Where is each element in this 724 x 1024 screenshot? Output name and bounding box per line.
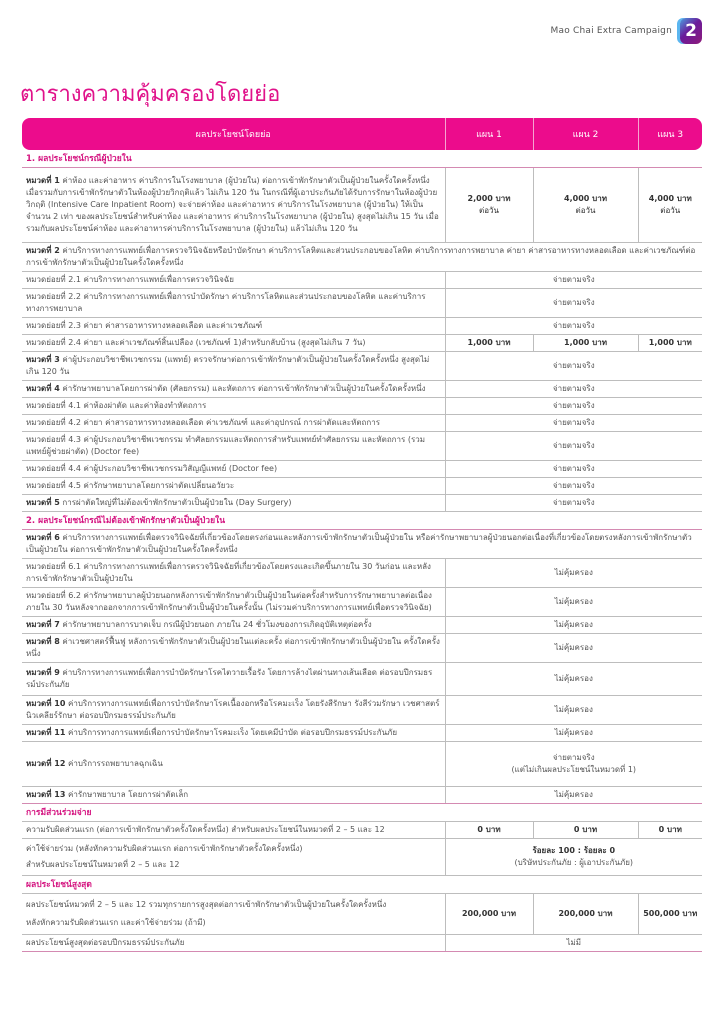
table-row <box>22 696 702 725</box>
table-row <box>22 787 702 804</box>
all-plans-value: จ่ายตามจริง <box>445 289 702 318</box>
table-row <box>22 398 702 415</box>
plan-2-value: 0 บาท <box>533 822 638 839</box>
row-label: หมวดที่ 10 ค่าบริการทางการแพทย์เพื่อการบำบัดรักษาโรคเนื้องอกหรือโรคมะเร็ง โดยรังสีรักษา รังสีร่วมรักษา เวชศาสตร์นิวเคลียร์รักษา ต่อรอบปีกรมธรรม์ประกันภัย <box>22 696 445 725</box>
all-plans-value: จ่ายตามจริง <box>445 415 702 432</box>
row-label: หมวดย่อยที่ 4.4 ค่าผู้ประกอบวิชาชีพเวชกรรมวิสัญญีแพทย์ (Doctor fee) <box>22 461 445 478</box>
section-title: 1. ผลประโยชน์กรณีผู้ป่วยใน <box>22 150 702 168</box>
all-plans-value: จ่ายตามจริง <box>445 352 702 381</box>
all-plans-value: ไม่คุ้มครอง <box>445 588 702 617</box>
all-plans-value: ไม่คุ้มครอง <box>445 634 702 663</box>
row-label: หมวดย่อยที่ 2.2 ค่าบริการทางการแพทย์เพื่อการบำบัดรักษา ค่าบริการโลหิตและส่วนประกอบของโลหิต และค่าบริการทางการพยาบาล <box>22 289 445 318</box>
table-row <box>22 415 702 432</box>
campaign-name: Mao Chai Extra Campaign <box>550 26 672 36</box>
row-label: หมวดย่อยที่ 4.3 ค่าผู้ประกอบวิชาชีพเวชกรรม ทำศัลยกรรมและหัตถการสำหรับแพทย์ทำศัลยกรรม และหัตถการ (รวมแพทย์ผู้ช่วยผ่าตัด) (Doctor fee) <box>22 432 445 461</box>
row-label: หมวดที่ 5 การผ่าตัดใหญ่ที่ไม่ต้องเข้าพักรักษาตัวเป็นผู้ป่วยใน (Day Surgery) <box>22 495 445 512</box>
section-title: 2. ผลประโยชน์กรณีไม่ต้องเข้าพักรักษาตัวเป็นผู้ป่วยใน <box>22 512 702 530</box>
all-plans-value: จ่ายตามจริง <box>445 318 702 335</box>
row-label: หมวดที่ 2 ค่าบริการทางการแพทย์เพื่อการตรวจวินิจฉัยหรือบำบัดรักษา ค่าบริการโลหิตและส่วนประกอบของโลหิต ค่าบริการทางการพยาบาล ค่ายา ค่าสารอาหารทางหลอดเลือด และค่าเวชภัณฑ์ต่อการเข้าพักรักษาตัวเป็นผู้ป่วยในครั้งใดครั้งหนึ่ง <box>22 243 702 272</box>
page-title: ตารางความคุ้มครองโดยย่อ <box>20 82 281 107</box>
table-row <box>22 742 702 787</box>
row-label: หมวดย่อยที่ 4.5 ค่ารักษาพยาบาลโดยการผ่าตัดเปลี่ยนอวัยวะ <box>22 478 445 495</box>
table-row <box>22 495 702 512</box>
section-row <box>22 150 702 168</box>
all-plans-value: ไม่คุ้มครอง <box>445 696 702 725</box>
table-row <box>22 272 702 289</box>
all-plans-value: ไม่คุ้มครอง <box>445 725 702 742</box>
row-label: หมวดที่ 12 ค่าบริการรถพยาบาลฉุกเฉิน <box>22 742 445 787</box>
table-row <box>22 588 702 617</box>
row-label: หมวดย่อยที่ 2.1 ค่าบริการทางการแพทย์เพื่อการตรวจวินิจฉัย <box>22 272 445 289</box>
all-plans-value: จ่ายตามจริง <box>445 398 702 415</box>
plan-2-value: 200,000 บาท <box>533 894 638 935</box>
row-label: หมวดที่ 8 ค่าเวชศาสตร์ฟื้นฟู หลังการเข้าพักรักษาตัวเป็นผู้ป่วยในแต่ละครั้ง ต่อการเข้าพักรักษาตัวเป็นผู้ป่วยใน ครั้งใดครั้งหนึ่ง <box>22 634 445 663</box>
table-row <box>22 335 702 352</box>
table-row <box>22 381 702 398</box>
plan-1-value: 1,000 บาท <box>445 335 533 352</box>
plan-2-value: 1,000 บาท <box>533 335 638 352</box>
all-plans-value: จ่ายตามจริง <box>445 432 702 461</box>
table-row <box>22 839 702 876</box>
section-row <box>22 804 702 822</box>
table-row <box>22 168 702 243</box>
column-header-plan-3: แผน 3 <box>638 118 702 150</box>
campaign-logo-icon: 2 <box>680 18 702 44</box>
plan-1-value: 200,000 บาท <box>445 894 533 935</box>
table-row <box>22 461 702 478</box>
row-label: หมวดที่ 9 ค่าบริการทางการแพทย์เพื่อการบำบัดรักษาโรคไตวายเรื้อรัง โดยการล้างไตผ่านทางเส้นเลือด ต่อรอบปีกรมธรรม์ประกันภัย <box>22 663 445 696</box>
section-row <box>22 512 702 530</box>
row-label: หมวดที่ 11 ค่าบริการทางการแพทย์เพื่อการบำบัดรักษาโรคมะเร็ง โดยเคมีบำบัด ต่อรอบปีกรมธรรม์ประกันภัย <box>22 725 445 742</box>
plan-3-value: 500,000 บาท <box>638 894 702 935</box>
plan-3-value: 1,000 บาท <box>638 335 702 352</box>
table-row <box>22 352 702 381</box>
section-title: การมีส่วนร่วมจ่าย <box>22 804 702 822</box>
table-row <box>22 530 702 559</box>
section-title: ผลประโยชน์สูงสุด <box>22 876 702 894</box>
table-row <box>22 559 702 588</box>
page-header <box>551 18 702 44</box>
row-label: ผลประโยชน์สูงสุดต่อรอบปีกรมธรรม์ประกันภัย <box>22 935 445 952</box>
row-label: หมวดย่อยที่ 4.2 ค่ายา ค่าสารอาหารทางหลอดเลือด ค่าเวชภัณฑ์ และค่าอุปกรณ์ การผ่าตัดและหัตถการ <box>22 415 445 432</box>
row-label: หมวดย่อยที่ 2.3 ค่ายา ค่าสารอาหารทางหลอดเลือด และค่าเวชภัณฑ์ <box>22 318 445 335</box>
all-plans-value: จ่ายตามจริง <box>445 495 702 512</box>
row-label: หมวดที่ 13 ค่ารักษาพยาบาล โดยการผ่าตัดเล็ก <box>22 787 445 804</box>
row-label: ความรับผิดส่วนแรก (ต่อการเข้าพักรักษาตัวครั้งใดครั้งหนึ่ง) สำหรับผลประโยชน์ในหมวดที่ 2 – 5 และ 12 <box>22 822 445 839</box>
table-row <box>22 894 702 935</box>
column-header-benefit: ผลประโยชน์โดยย่อ <box>22 118 445 150</box>
table-row <box>22 663 702 696</box>
coverage-table <box>22 118 702 952</box>
table-row <box>22 617 702 634</box>
row-label: หมวดย่อยที่ 4.1 ค่าห้องผ่าตัด และค่าห้องทำหัตถการ <box>22 398 445 415</box>
column-header-plan-2: แผน 2 <box>533 118 638 150</box>
all-plans-value: จ่ายตามจริง <box>445 381 702 398</box>
table-row <box>22 318 702 335</box>
all-plans-value: จ่ายตามจริง <box>445 461 702 478</box>
table-row <box>22 725 702 742</box>
row-label: หมวดที่ 3 ค่าผู้ประกอบวิชาชีพเวชกรรม (แพทย์) ตรวจรักษาต่อการเข้าพักรักษาตัวเป็นผู้ป่วยในครั้งใดครั้งหนึ่ง สูงสุดไม่เกิน 120 วัน <box>22 352 445 381</box>
table-row <box>22 432 702 461</box>
all-plans-value: จ่ายตามจริง <box>445 478 702 495</box>
all-plans-value: ไม่คุ้มครอง <box>445 617 702 634</box>
plan-3-value: 4,000 บาท ต่อวัน <box>638 168 702 243</box>
row-label: ผลประโยชน์หมวดที่ 2 – 5 และ 12 รวมทุกรายการสูงสุดต่อการเข้าพักรักษาตัวเป็นผู้ป่วยในครั้งใดครั้งหนึ่ง หลังหักความรับผิดส่วนแรก และค่าใช้จ่ายร่วม (ถ้ามี) <box>22 894 445 935</box>
row-label: ค่าใช้จ่ายร่วม (หลังหักความรับผิดส่วนแรก ต่อการเข้าพักรักษาตัวครั้งใดครั้งหนึ่ง) สำหรับผลประโยชน์ในหมวดที่ 2 – 5 และ 12 <box>22 839 445 876</box>
all-plans-value: จ่ายตามจริง (แต่ไม่เกินผลประโยชน์ในหมวดที่ 1) <box>445 742 702 787</box>
all-plans-value: ไม่คุ้มครอง <box>445 663 702 696</box>
plan-3-value: 0 บาท <box>638 822 702 839</box>
table-row <box>22 243 702 272</box>
section-row <box>22 876 702 894</box>
row-label: หมวดที่ 4 ค่ารักษาพยาบาลโดยการผ่าตัด (ศัลยกรรม) และหัตถการ ต่อการเข้าพักรักษาตัวเป็นผู้ป่วยในครั้งใดครั้งหนึ่ง <box>22 381 445 398</box>
row-label: หมวดที่ 1 ค่าห้อง และค่าอาหาร ค่าบริการในโรงพยาบาล (ผู้ป่วยใน) ต่อการเข้าพักรักษาตัวเป็นผู้ป่วยในครั้งใดครั้งหนึ่ง เมื่อรวมกับการเข้าพักรักษาตัวในห้องผู้ป่วยวิกฤติแล้ว ไม่เกิน 120 วัน ในกรณีที่ผู้เอาประกันภัยได้รับการรักษาในห้องผู้ป่วยวิกฤติ (Intensive Care Inpatient Room) จะจ่ายค่าห้อง และค่าอาหาร ค่าบริการในโรงพยาบาล (ผู้ป่วยใน) ให้เป็นจำนวน 2 เท่า ของผลประโยชน์สำหรับค่าห้อง และค่าอาหาร ค่าบริการในโรงพยาบาล (ผู้ป่วยใน) สูงสุดไม่เกิน 15 วัน เมื่อรวมกับผลประโยชน์ค่าห้อง และค่าอาหารค่าบริการในโรงพยาบาล (ผู้ป่วยใน) แล้วไม่เกิน 120 วัน <box>22 168 445 243</box>
all-plans-value: ร้อยละ 100 : ร้อยละ 0 (บริษัทประกันภัย : ผู้เอาประกันภัย) <box>445 839 702 876</box>
row-label: หมวดที่ 7 ค่ารักษาพยาบาลการบาดเจ็บ กรณีผู้ป่วยนอก ภายใน 24 ชั่วโมงของการเกิดอุบัติเหตุต่อครั้ง <box>22 617 445 634</box>
row-label: หมวดย่อยที่ 6.2 ค่ารักษาพยาบาลผู้ป่วยนอกหลังการเข้าพักรักษาตัวเป็นผู้ป่วยในต่อครั้งสำหรับการรักษาพยาบาลต่อเนื่อง ภายใน 30 วันหลังจากออกจากการเข้าพักรักษาตัวเป็นผู้ป่วยในครั้งนั้น (ไม่รวมค่าบริการทางการแพทย์เพื่อตรวจวินิจฉัย) <box>22 588 445 617</box>
row-label: หมวดย่อยที่ 6.1 ค่าบริการทางการแพทย์เพื่อการตรวจวินิจฉัยที่เกี่ยวข้องโดยตรงและเกิดขึ้นภายใน 30 วันก่อน และหลังการเข้าพักรักษาตัวเป็นผู้ป่วยใน <box>22 559 445 588</box>
all-plans-value: ไม่คุ้มครอง <box>445 559 702 588</box>
table-row <box>22 822 702 839</box>
table-header <box>22 118 702 150</box>
all-plans-value: ไม่คุ้มครอง <box>445 787 702 804</box>
column-header-plan-1: แผน 1 <box>445 118 533 150</box>
plan-1-value: 0 บาท <box>445 822 533 839</box>
table-row <box>22 478 702 495</box>
table-row <box>22 634 702 663</box>
row-label: หมวดที่ 6 ค่าบริการทางการแพทย์เพื่อตรวจวินิจฉัยที่เกี่ยวข้องโดยตรงก่อนและหลังการเข้าพักรักษาตัวเป็นผู้ป่วยใน หรือค่ารักษาพยาบาลผู้ป่วยนอกต่อเนื่องที่เกี่ยวข้องโดยตรงหลังการเข้าพักรักษาตัวเป็นผู้ป่วยใน ต่อการเข้าพักรักษาตัวเป็นผู้ป่วยในครั้งใดครั้งหนึ่ง <box>22 530 702 559</box>
all-plans-value: ไม่มี <box>445 935 702 952</box>
row-label: หมวดย่อยที่ 2.4 ค่ายา และค่าเวชภัณฑ์สิ้นเปลือง (เวชภัณฑ์ 1)สำหรับกลับบ้าน (สูงสุดไม่เกิน 7 วัน) <box>22 335 445 352</box>
plan-2-value: 4,000 บาท ต่อวัน <box>533 168 638 243</box>
table-row <box>22 289 702 318</box>
all-plans-value: จ่ายตามจริง <box>445 272 702 289</box>
table-row <box>22 935 702 952</box>
plan-1-value: 2,000 บาท ต่อวัน <box>445 168 533 243</box>
